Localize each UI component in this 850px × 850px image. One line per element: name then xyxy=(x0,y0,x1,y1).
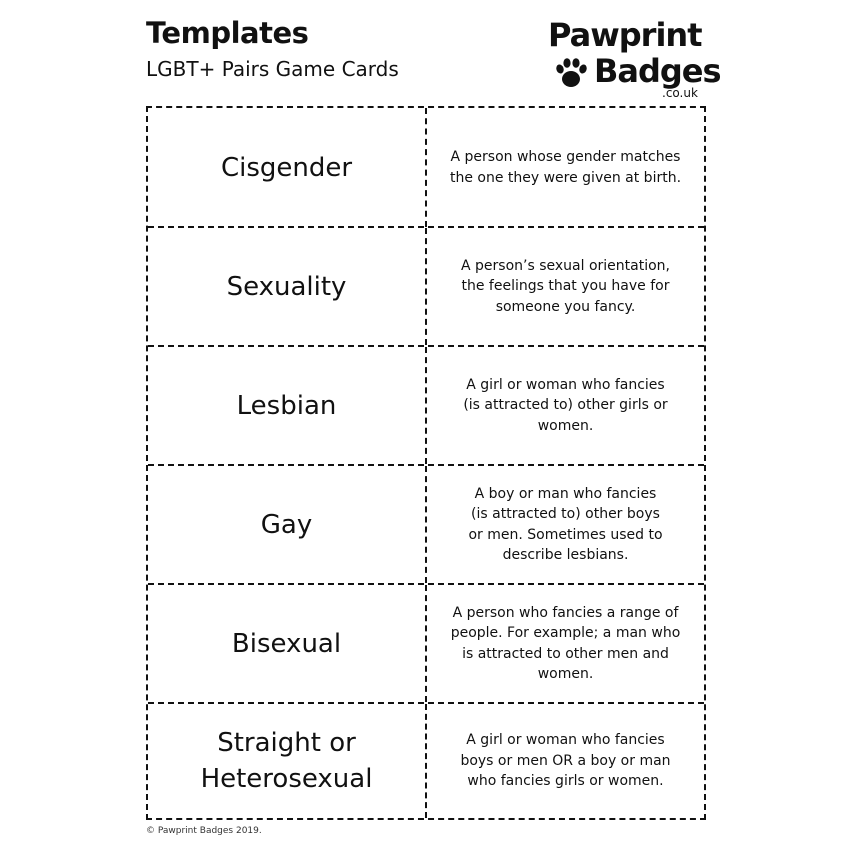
term-line: Bisexual xyxy=(231,628,342,659)
definition-card xyxy=(427,585,704,702)
logo-text-badges: Badges xyxy=(594,52,721,90)
term-card xyxy=(148,585,427,702)
page-title: Templates xyxy=(146,16,309,50)
definition-line: A person who fancies a range of xyxy=(452,604,679,621)
card-row-lesbian xyxy=(148,345,704,464)
definition-card xyxy=(427,704,704,818)
logo-domain: .co.uk xyxy=(662,86,698,100)
definition-line: the feelings that you have for xyxy=(461,278,670,295)
term-text xyxy=(227,269,347,305)
page-subtitle: LGBT+ Pairs Game Cards xyxy=(146,57,399,81)
definition-line: A person whose gender matches xyxy=(450,149,681,165)
card-row-sexuality xyxy=(148,226,704,345)
definition-line: people. For example; a man who xyxy=(450,625,681,641)
definition-text xyxy=(450,147,681,188)
term-text xyxy=(221,150,352,186)
definition-text xyxy=(461,256,670,318)
term-card xyxy=(148,704,427,818)
definition-card xyxy=(427,228,704,345)
definition-line: is attracted to other men and xyxy=(462,645,669,662)
definition-line: or men. Sometimes used to xyxy=(468,526,663,543)
definition-text xyxy=(451,603,681,685)
definition-line: the one they were given at birth. xyxy=(449,169,682,186)
term-line: Cisgender xyxy=(220,152,353,183)
definition-line: describe lesbians. xyxy=(502,547,629,563)
card-row-straight xyxy=(148,702,704,818)
definition-card xyxy=(427,466,704,583)
definition-line: A girl or woman who fancies xyxy=(466,376,665,393)
term-line: Sexuality xyxy=(226,271,347,302)
logo-text-pawprint: Pawprint xyxy=(548,16,702,54)
term-text xyxy=(261,507,312,543)
paw-print-icon xyxy=(554,56,588,90)
term-card xyxy=(148,466,427,583)
term-text xyxy=(201,725,373,797)
definition-line: (is attracted to) other boys xyxy=(471,506,660,522)
card-row-gay xyxy=(148,464,704,583)
definition-card xyxy=(427,347,704,464)
copyright-notice: © Pawprint Badges 2019. xyxy=(146,826,262,836)
definition-line: A boy or man who fancies xyxy=(474,485,657,502)
definition-card xyxy=(427,108,704,227)
definition-text xyxy=(468,484,662,566)
card-grid xyxy=(146,106,706,820)
definition-text xyxy=(463,375,667,437)
term-text xyxy=(237,388,337,424)
term-line: Straight or xyxy=(217,728,356,758)
card-row-bisexual xyxy=(148,583,704,702)
pawprint-badges-logo xyxy=(548,16,721,100)
term-line: Lesbian xyxy=(236,390,337,421)
term-line: Gay xyxy=(260,509,313,540)
term-card xyxy=(148,108,427,227)
term-line: Heterosexual xyxy=(200,764,373,794)
definition-line: women. xyxy=(537,417,594,434)
term-card xyxy=(148,228,427,345)
definition-line: who fancies girls or women. xyxy=(467,773,664,790)
term-text xyxy=(232,626,341,662)
definition-line: (is attracted to) other girls or xyxy=(463,397,668,414)
definition-line: A girl or woman who fancies xyxy=(466,732,665,749)
definition-line: women. xyxy=(537,666,594,682)
definition-line: boys or men OR a boy or man xyxy=(460,752,671,769)
definition-line: A person’s sexual orientation, xyxy=(461,257,670,274)
definition-line: someone you fancy. xyxy=(495,298,636,315)
card-row-cisgender xyxy=(148,108,704,227)
term-card xyxy=(148,347,427,464)
definition-text xyxy=(460,730,670,792)
